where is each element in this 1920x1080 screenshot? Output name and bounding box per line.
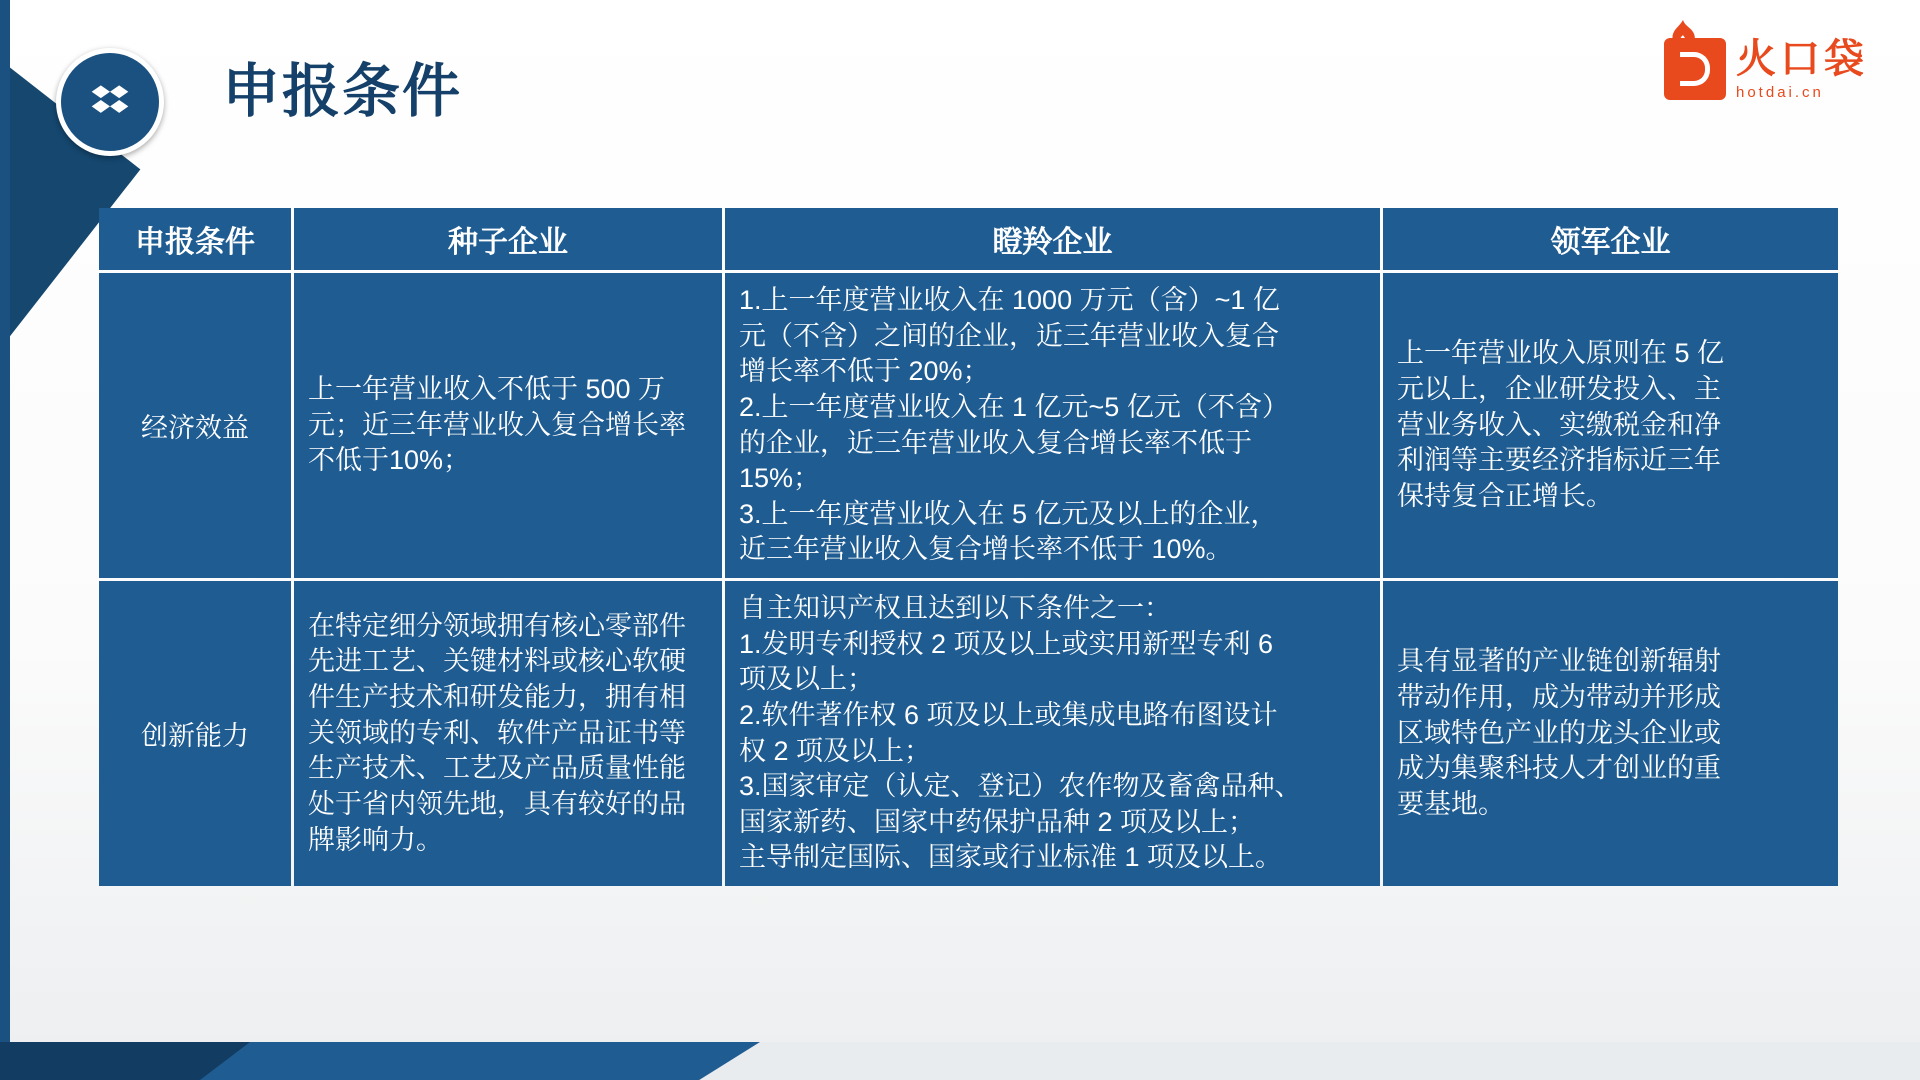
column-header-criteria: 申报条件 xyxy=(99,208,291,270)
logo-text-cn: 火口袋 xyxy=(1736,36,1868,81)
column-header-leader: 领军企业 xyxy=(1383,208,1838,270)
cell-innovation-leader: 具有显著的产业链创新辐射 带动作用，成为带动并形成 区域特色产业的龙头企业或 成为集聚科技人才创业的重 要基地。 xyxy=(1383,581,1838,886)
column-header-gazelle: 瞪羚企业 xyxy=(725,208,1380,270)
row-label-economic: 经济效益 xyxy=(99,273,291,578)
row-label-innovation: 创新能力 xyxy=(99,581,291,886)
dropbox-style-diamond-icon xyxy=(88,78,132,127)
brand-logo xyxy=(1664,38,1868,100)
cell-economic-gazelle: 1.上一年度营业收入在 1000 万元（含）~1 亿 元（不含）之间的企业，近三年营业收入复合 增长率不低于 20%； 2.上一年度营业收入在 1 亿元~5 亿元（不含） 的企业，近三年营业收入复合增长率不低于 15%； 3.上一年度营业收入在 5 亿元及以上的企业， 近三年营业收入复合增长率不低于 10%。 xyxy=(725,273,1380,578)
slide-footer-band xyxy=(0,1042,1920,1080)
column-header-seed: 种子企业 xyxy=(294,208,722,270)
cell-economic-seed: 上一年营业收入不低于 500 万 元；近三年营业收入复合增长率 不低于10%； xyxy=(294,273,722,578)
conditions-table xyxy=(96,205,1841,889)
flame-icon xyxy=(1666,20,1700,50)
logo-text-en: hotdai.cn xyxy=(1736,83,1824,101)
table-row xyxy=(99,581,1838,886)
cell-economic-leader: 上一年营业收入原则在 5 亿 元以上，企业研发投入、主 营业务收入、实缴税金和净 利润等主要经济指标近三年 保持复合正增长。 xyxy=(1383,273,1838,578)
cell-innovation-gazelle: 自主知识产权且达到以下条件之一： 1.发明专利授权 2 项及以上或实用新型专利 6 项及以上； 2.软件著作权 6 项及以上或集成电路布图设计 权 2 项及以上； 3.国家审定（认定、登记）农作物及畜禽品种、 国家新药、国家中药保护品种 2 项及以上； 主导制定国际、国家或行业标准 1 项及以上。 xyxy=(725,581,1380,886)
table-row xyxy=(99,273,1838,578)
footer-grey-strip xyxy=(700,1042,1920,1080)
page-title: 申报条件 xyxy=(222,59,463,124)
table-header-row xyxy=(99,208,1838,270)
cell-innovation-seed: 在特定细分领域拥有核心零部件 先进工艺、关键材料或核心软硬 件生产技术和研发能力，拥有相 关领域的专利、软件产品证书等 生产技术、工艺及产品质量性能 处于省内领先地，具有较好的品 牌影响力。 xyxy=(294,581,722,886)
slide-badge xyxy=(56,48,164,156)
conditions-table-wrapper xyxy=(96,205,1826,889)
left-edge-accent xyxy=(0,0,10,1080)
rounded-square-mark-icon xyxy=(1664,38,1726,100)
